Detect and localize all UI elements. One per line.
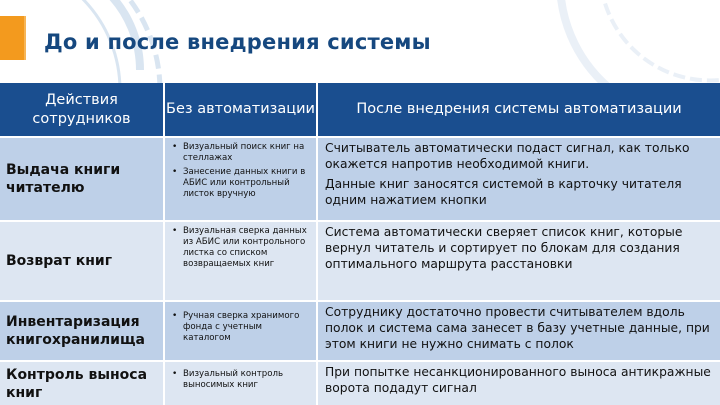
after-cell: Сотруднику достаточно провести считывателем вдоль полок и система сама занесет в базу учетные данные, при этом книги не нужно снимать с полок [318, 302, 720, 360]
list-item: • Визуальный контроль выносимых книг [172, 369, 284, 390]
orange-accent-square [0, 16, 24, 60]
action-cell: Контроль выноса книг [0, 362, 163, 405]
without-cell [165, 138, 316, 220]
after-cell: Считыватель автоматически подаст сигнал, как только окажется напротив необходимой книги. Данные книг заносятся системой в карточку читателя одним нажатием кнопки [318, 138, 720, 220]
header-without-automation: Без автоматизации [165, 83, 316, 136]
header-actions: Действия сотрудников [0, 83, 163, 136]
action-cell: Возврат книг [0, 222, 163, 300]
after-cell: При попытке несанкционированного выноса антикражные ворота подадут сигнал [318, 362, 720, 405]
action-cell: Инвентаризация книгохранилища [0, 302, 163, 360]
list-item: • Ручная сверка хранимого фонда с учетным каталогом [172, 311, 300, 343]
table-header-row [0, 83, 720, 136]
header-after-automation: После внедрения системы автоматизации [318, 83, 720, 136]
after-cell: Система автоматически сверяет список книг, которые вернул читатель и сортирует по блокам для создания оптимального маршрута расстановки [318, 222, 720, 300]
list-item: • Визуальный поиск книг на стеллажах [172, 142, 305, 163]
table-row [0, 302, 720, 360]
table-row [0, 222, 720, 300]
list-item: • Визуальная сверка данных из АБИС или контрольного листка со списком возвращаемых книг [172, 226, 307, 269]
page-title: До и после внедрения системы [44, 30, 431, 54]
action-cell: Выдача книги читателю [0, 138, 163, 220]
list-item: • Занесение данных книги в АБИС или контрольный листок вручную [172, 167, 306, 199]
table-row [0, 362, 720, 405]
without-cell [165, 302, 316, 360]
table-row [0, 138, 720, 220]
bullet-list [168, 226, 312, 270]
without-cell [165, 222, 316, 300]
without-cell [165, 362, 316, 405]
bullet-list [168, 142, 312, 200]
bullet-list [168, 369, 312, 391]
bullet-list [168, 311, 312, 344]
comparison-table [0, 83, 720, 405]
